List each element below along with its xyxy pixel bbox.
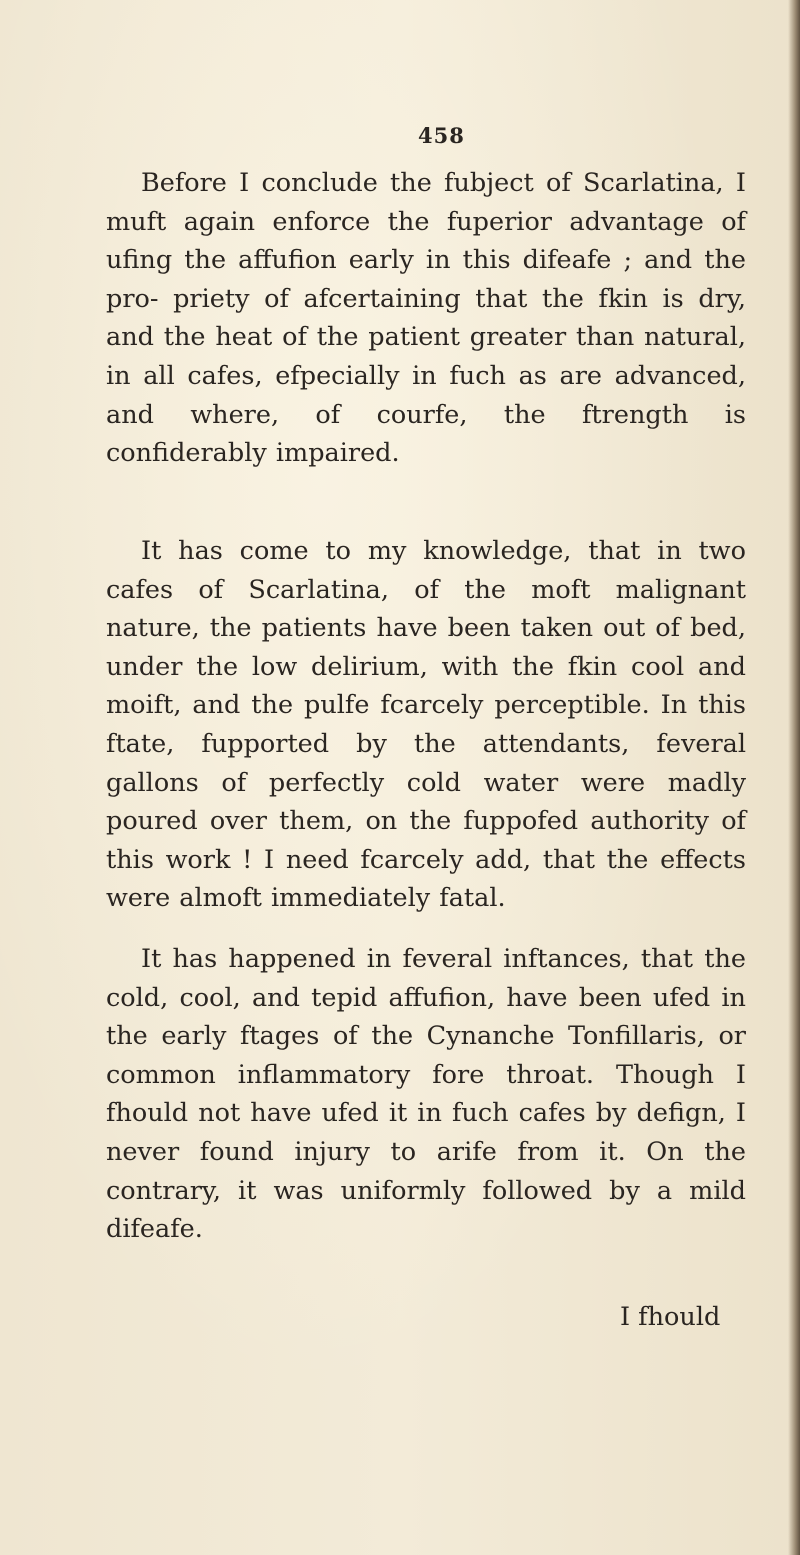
- paragraph-3: It has happened in feveral inftances, that the cold, cool, and tepid affufion, have been ufed in the early ftages of the Cynanche Tonfillaris, or common inflammatory fore throat. Though I fhould not have ufed it in fuch cafes by defign, I never found injury to arife from it. On the contrary, it was uniformly followed by a mild difeafe.: [106, 944, 746, 1245]
- paragraph-2: It has come to my knowledge, that in two cafes of Scarlatina, of the moft malignant nature, the patients have been taken out of bed, under the low delirium, with the fkin cool and moift, and the pulfe fcarcely perceptible. In this ftate, fupported by the attendants, feveral gallons of perfectly cold water were madly poured over them, on the fuppofed authority of this work ! I need fcarcely add, that the effects were almoft immediately fatal.: [106, 536, 746, 914]
- page-number: 458: [418, 123, 465, 148]
- page-edge-shadow: [788, 0, 800, 1555]
- catchword: I fhould: [620, 1302, 721, 1332]
- paragraph-1: Before I conclude the fubject of Scarlatina, I muft again enforce the fuperior advantage of ufing the affufion early in this difeafe ; and the pro- priety of afcertaining that the fkin is dry, and the heat of the patient greater than natural, in all cafes, efpecially in fuch as are advanced, and where, of courfe, the ftrength is confiderably impaired.: [106, 168, 746, 469]
